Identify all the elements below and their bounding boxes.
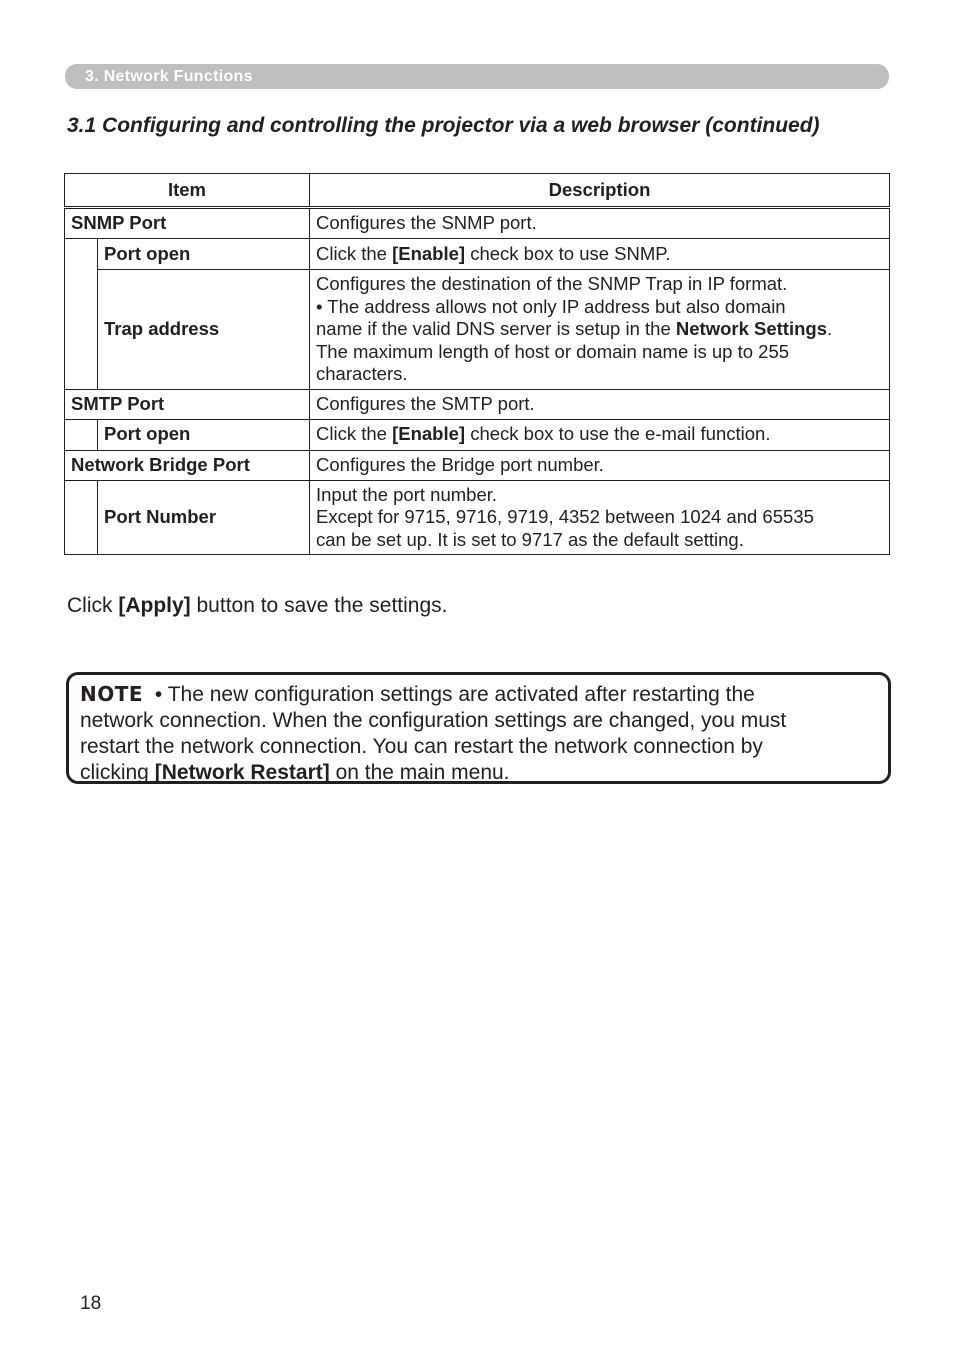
desc-smtp-port-open: Click the [Enable] check box to use the e-mail function.: [310, 419, 890, 450]
indent-cell: [65, 480, 98, 555]
desc-snmp-port: Configures the SNMP port.: [310, 208, 890, 239]
indent-cell: [65, 239, 98, 270]
column-header-description: Description: [310, 174, 890, 208]
item-smtp-port: SMTP Port: [65, 389, 310, 419]
table-row: [65, 270, 890, 390]
item-snmp-port: SNMP Port: [65, 208, 310, 239]
indent-cell: [65, 270, 98, 390]
desc-network-bridge-port: Configures the Bridge port number.: [310, 450, 890, 480]
table-row: [65, 389, 890, 419]
apply-instruction: Click [Apply] button to save the settings.: [67, 594, 448, 617]
item-port-number: Port Number: [98, 480, 310, 555]
table-row: [65, 450, 890, 480]
table-row: [65, 419, 890, 450]
item-smtp-port-open: Port open: [98, 419, 310, 450]
table-header-row: [65, 174, 890, 208]
item-trap-address: Trap address: [98, 270, 310, 390]
item-snmp-port-open: Port open: [98, 239, 310, 270]
indent-cell: [65, 419, 98, 450]
column-header-item: Item: [65, 174, 310, 208]
settings-table: [64, 173, 890, 555]
page-number: 18: [80, 1293, 102, 1314]
desc-port-number: Input the port number. Except for 9715, 9716, 9719, 4352 between 1024 and 65535 can be set up. It is set to 9717 as the default setting.: [310, 480, 890, 555]
section-header-bar: [65, 64, 889, 89]
desc-snmp-port-open: Click the [Enable] check box to use SNMP.: [310, 239, 890, 270]
note-box: NOTE • The new configuration settings are activated after restarting the network connection. When the configuration settings are changed, you must restart the network connection. You can restart the network connection by clicking [Network Restart] on the main menu.: [66, 672, 891, 784]
table-row: [65, 239, 890, 270]
table-row: [65, 480, 890, 555]
page-title: 3.1 Configuring and controlling the projector via a web browser (continued): [67, 114, 820, 137]
table-row: [65, 208, 890, 239]
desc-trap-address: Configures the destination of the SNMP Trap in IP format. • The address allows not only IP address but also domain name if the valid DNS server is setup in the Network Settings. The maximum length of host or domain name is up to 255 characters.: [310, 270, 890, 390]
section-label: 3. Network Functions: [85, 68, 253, 85]
note-label: NOTE: [80, 682, 144, 706]
item-network-bridge-port: Network Bridge Port: [65, 450, 310, 480]
desc-smtp-port: Configures the SMTP port.: [310, 389, 890, 419]
